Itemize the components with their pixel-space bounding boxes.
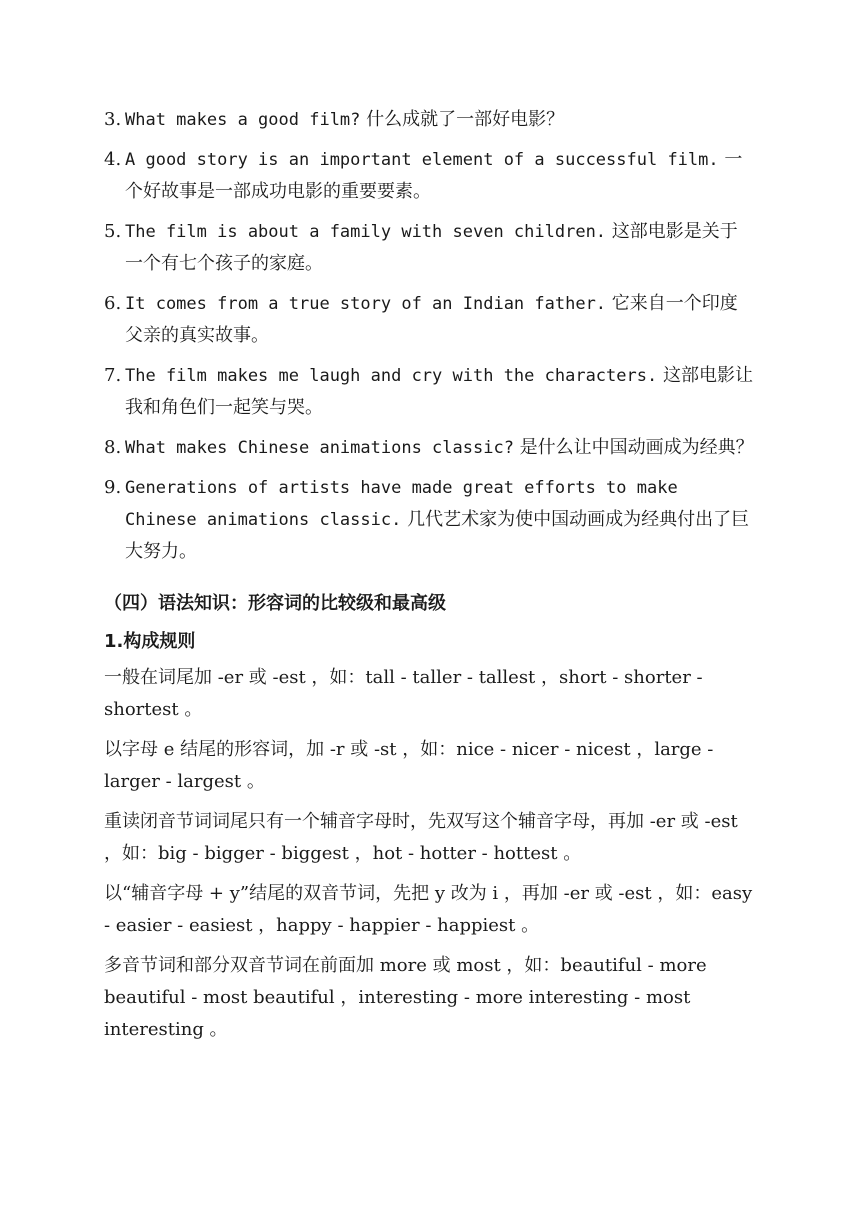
rule-paragraph: 多音节词和部分双音节词在前面加 more 或 most ，如：beautiful - more beautiful - most beautiful ，interesting - more interesting - most interesting 。 xyxy=(104,955,707,1040)
formation-rules-heading: 1.构成规则 xyxy=(104,631,196,652)
item-number: 8. xyxy=(104,437,122,458)
item-number: 4. xyxy=(104,149,122,170)
chinese-translation: 是什么让中国动画成为经典？ xyxy=(513,437,754,458)
item-number: 6. xyxy=(104,293,122,314)
english-sentence: The film is about a family with seven children. xyxy=(125,222,607,242)
english-sentence: What makes Chinese animations classic? xyxy=(125,438,514,458)
english-sentence: A good story is an important element of a successful film. xyxy=(125,150,719,170)
chinese-translation: 一个好故事是一部成功电影的重要要素。 xyxy=(125,149,743,202)
chinese-translation: 什么成就了一部好电影？ xyxy=(360,109,565,130)
list-item xyxy=(104,432,754,464)
english-sentence: The film makes me laugh and cry with the characters. xyxy=(125,366,658,386)
rule-paragraph: 重读闭音节词词尾只有一个辅音字母时，先双写这个辅音字母，再加 -er 或 -est ，如：big - bigger - biggest ，hot - hotter - hottest 。 xyxy=(104,811,738,864)
rule-paragraph: 一般在词尾加 -er 或 -est ，如：tall - taller - tallest ，short - shorter - shortest 。 xyxy=(104,667,703,720)
list-item xyxy=(104,144,754,208)
document-page xyxy=(104,104,754,1054)
list-item xyxy=(104,288,754,352)
list-item xyxy=(104,360,754,424)
item-number: 5. xyxy=(104,221,122,242)
rule-paragraph: 以“辅音字母 + y”结尾的双音节词，先把 y 改为 i ，再加 -er 或 -est ，如：easy - easier - easiest ，happy - happier - happiest 。 xyxy=(104,883,753,936)
list-item xyxy=(104,472,754,568)
grammar-section-title: （四）语法知识：形容词的比较级和最高级 xyxy=(104,593,446,614)
list-item xyxy=(104,104,754,136)
sentence-list xyxy=(104,104,754,568)
english-sentence: Generations of artists have made great efforts to make Chinese animations classic. xyxy=(125,478,678,530)
chinese-translation: 这部电影是关于一个有七个孩子的家庭。 xyxy=(125,221,738,274)
english-sentence: It comes from a true story of an Indian father. xyxy=(125,294,607,314)
chinese-translation: 这部电影让我和角色们一起笑与哭。 xyxy=(125,365,753,418)
item-number: 3. xyxy=(104,109,122,130)
list-item xyxy=(104,216,754,280)
item-number: 9. xyxy=(104,477,122,498)
english-sentence: What makes a good film? xyxy=(125,110,361,130)
rule-paragraph: 以字母 e 结尾的形容词，加 -r 或 -st ，如：nice - nicer - nicest ，large - larger - largest 。 xyxy=(104,739,714,792)
chinese-translation: 几代艺术家为使中国动画成为经典付出了巨大努力。 xyxy=(125,509,750,562)
chinese-translation: 它来自一个印度父亲的真实故事。 xyxy=(125,293,738,346)
item-number: 7. xyxy=(104,365,122,386)
